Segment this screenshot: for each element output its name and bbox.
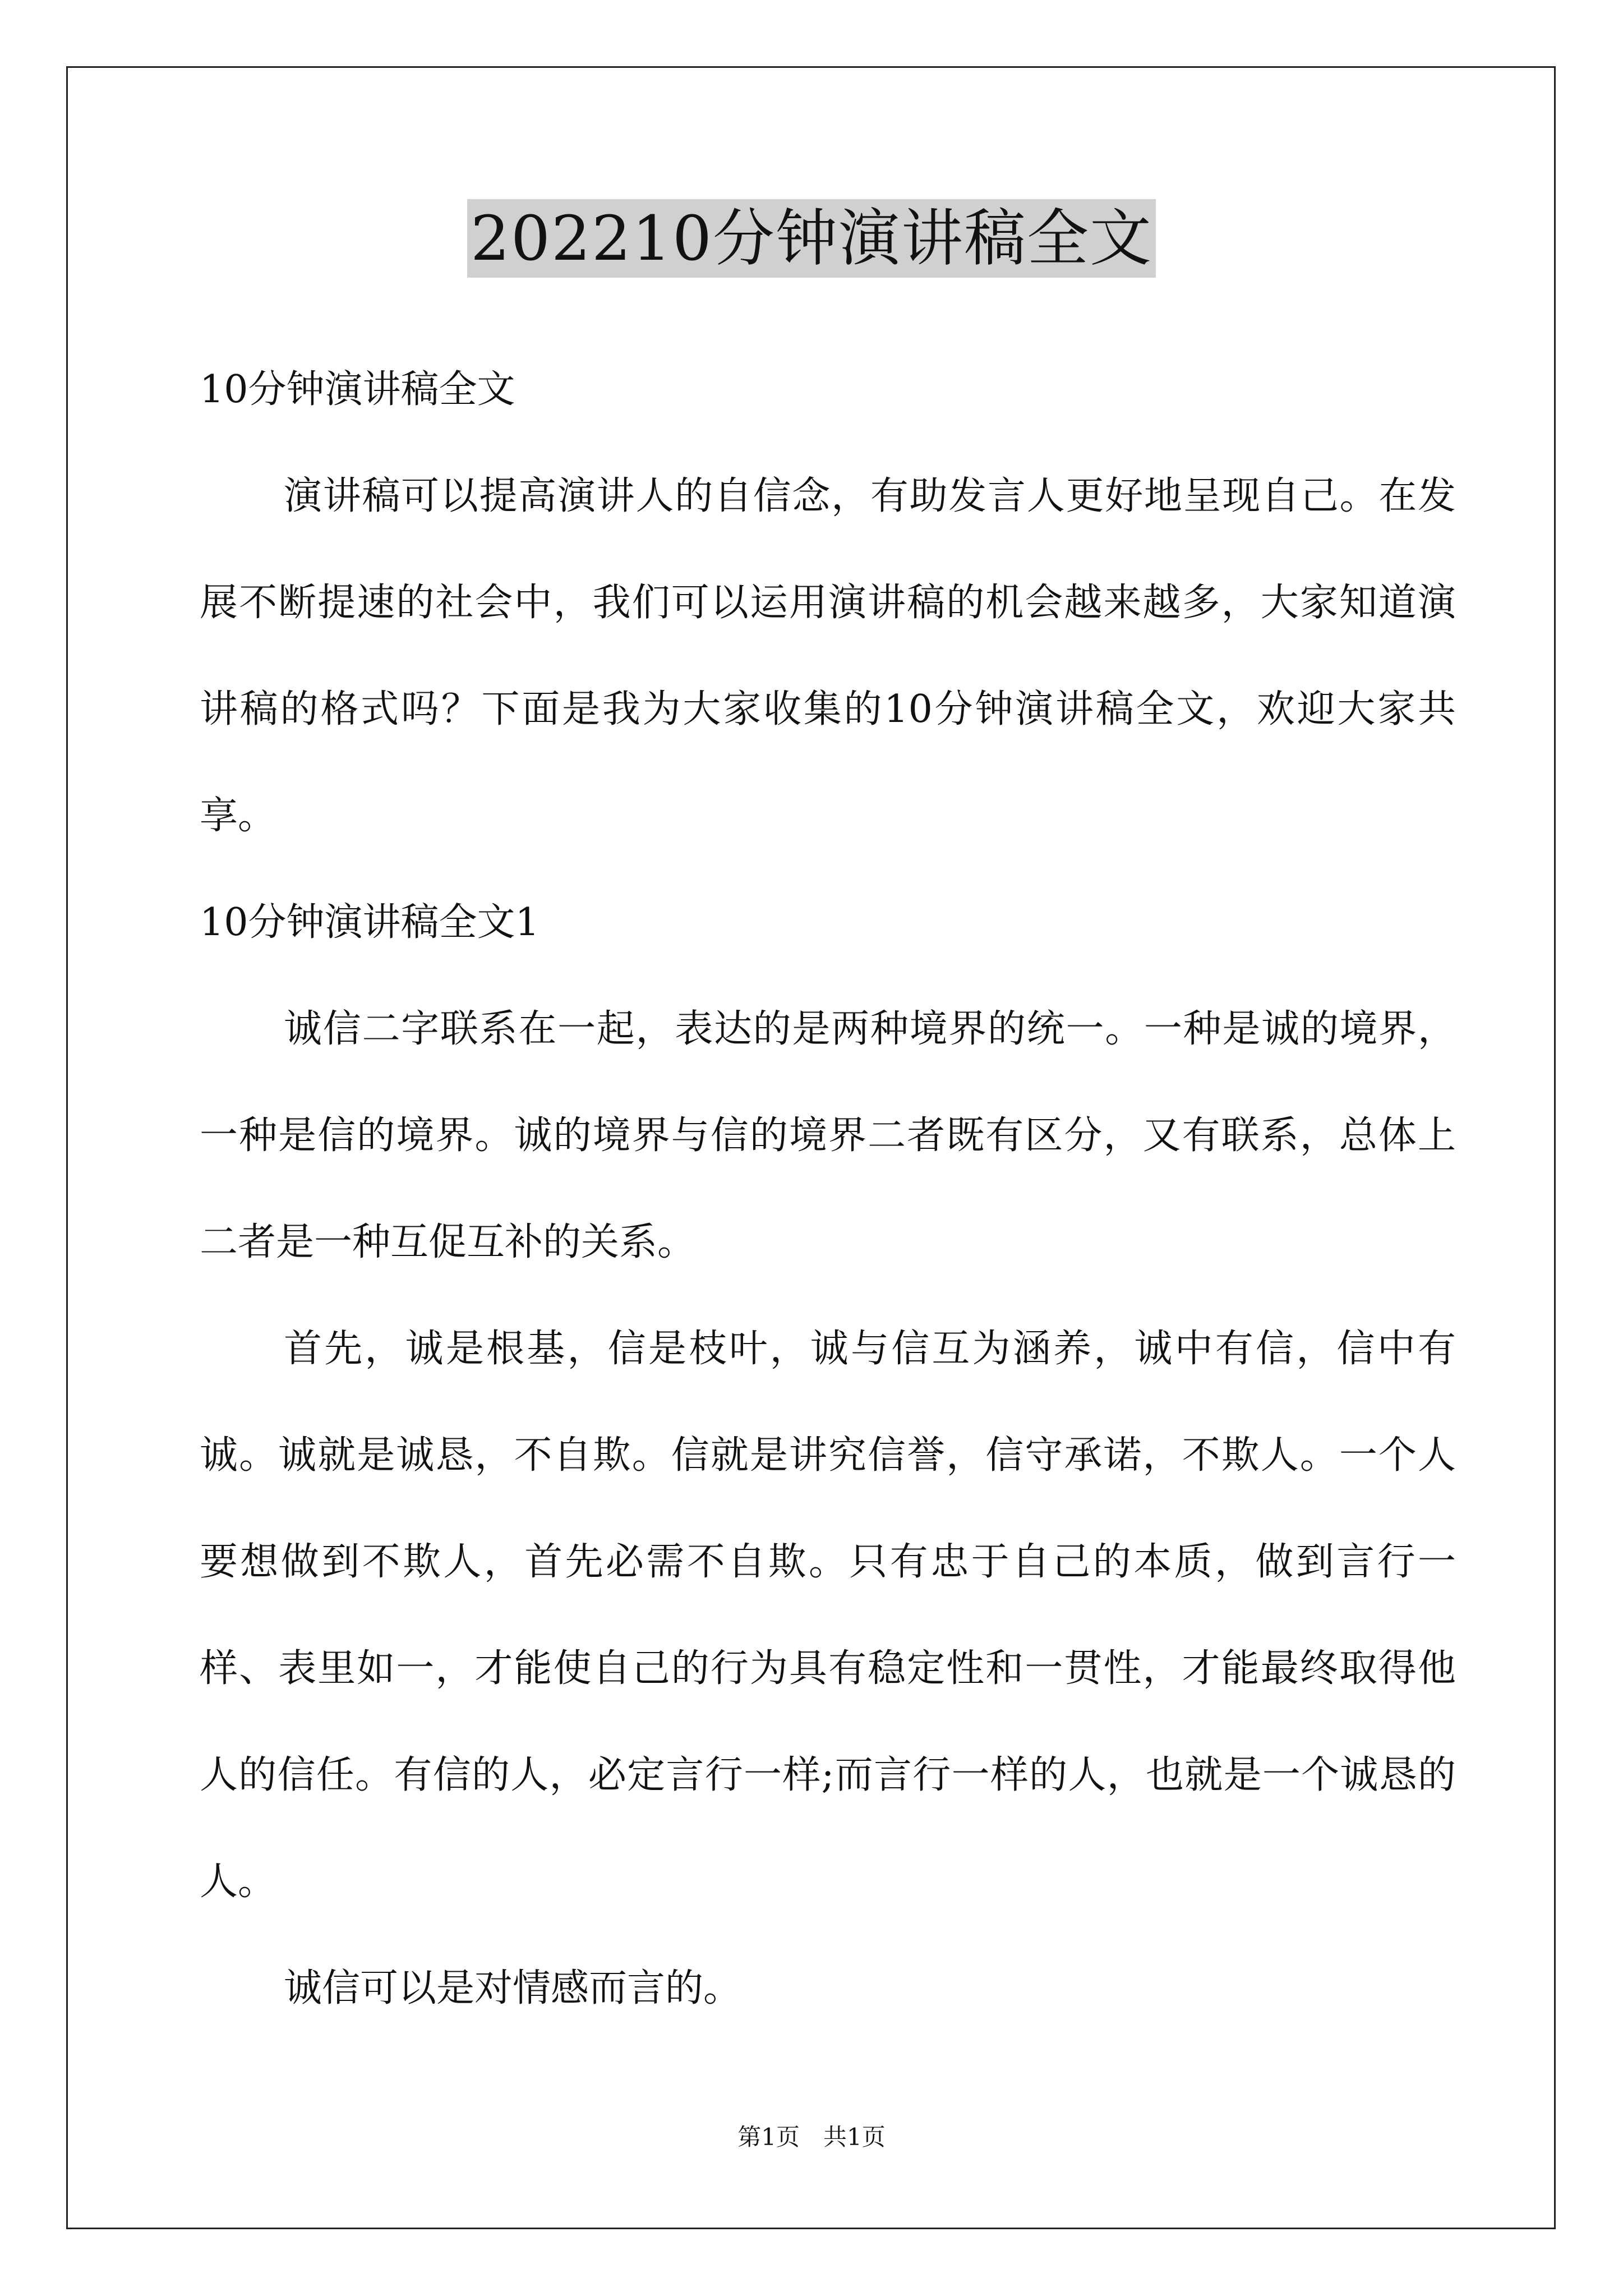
body-paragraph: 诚信二字联系在一起，表达的是两种境界的统一。一种是诚的境界，一种是信的境界。诚的境界与信的境界二者既有区分，又有联系，总体上二者是一种互促互补的关系。 xyxy=(200,1007,1456,1264)
body-paragraph: 诚信可以是对情感而言的。 xyxy=(284,1966,742,2010)
document-body xyxy=(200,337,1456,2042)
section-heading: 10分钟演讲稿全文1 xyxy=(200,900,540,945)
body-paragraph: 首先，诚是根基，信是枝叶，诚与信互为涵养，诚中有信，信中有诚。诚就是诚恳，不自欺。信就是讲究信誉，信守承诺，不欺人。一个人要想做到不欺人，首先必需不自欺。只有忠于自己的本质，做到言行一样、表里如一，才能使自己的行为具有稳定性和一贯性，才能最终取得他人的信任。有信的人，必定言行一样;而言行一样的人，也就是一个诚恳的人。 xyxy=(200,1327,1456,1904)
title-area xyxy=(0,199,1623,278)
document-title: 202210分钟演讲稿全文 xyxy=(467,199,1156,278)
intro-paragraph: 演讲稿可以提高演讲人的自信念，有助发言人更好地呈现自己。在发展不断提速的社会中，我们可以运用演讲稿的机会越来越多，大家知道演讲稿的格式吗？下面是我为大家收集的10分钟演讲稿全文，欢迎大家共享。 xyxy=(200,474,1456,838)
section-heading: 10分钟演讲稿全文 xyxy=(200,367,515,412)
page-footer: 第1页 共1页 xyxy=(737,2123,886,2151)
